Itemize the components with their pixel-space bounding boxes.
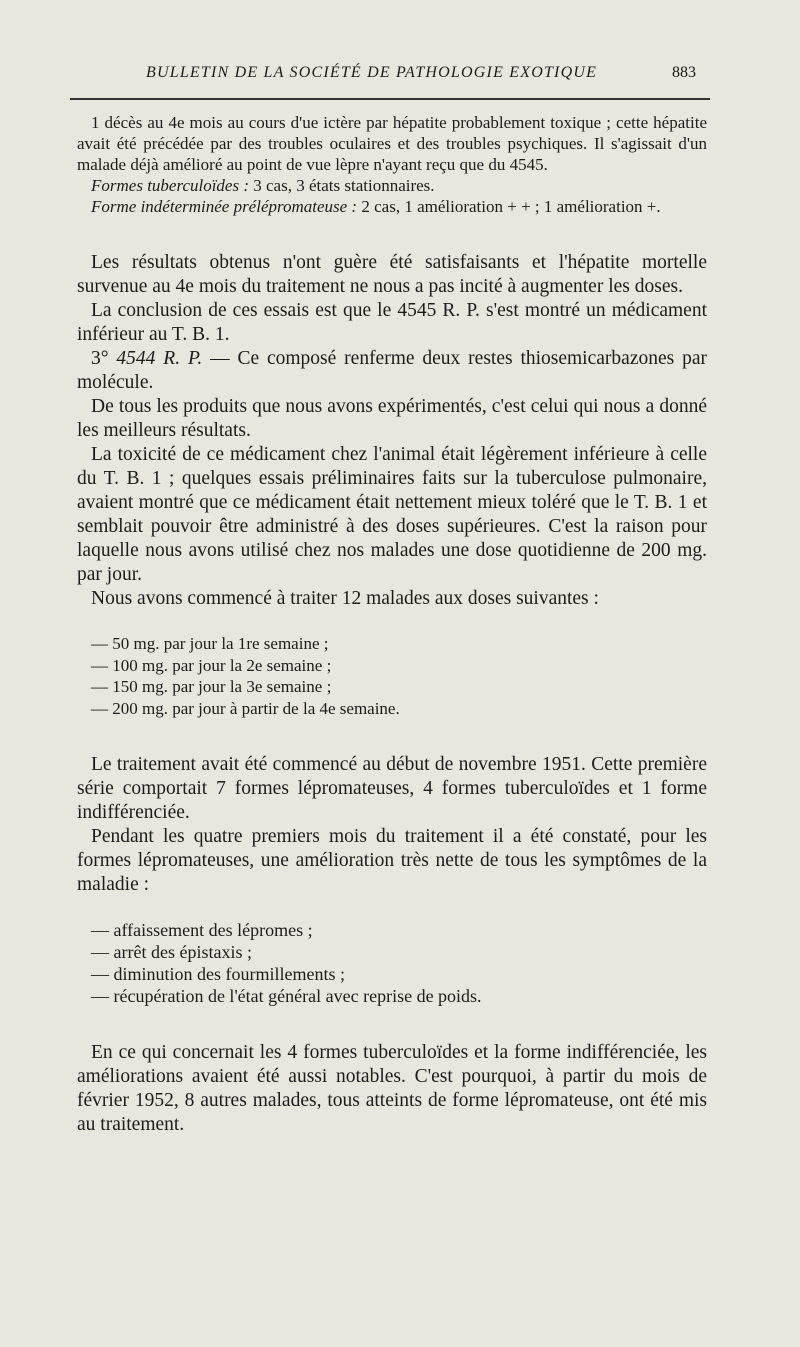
paragraph-toxicity: La toxicité de ce médicament chez l'animal était légèrement inférieure à celle du T. B. 1 ; quelques essais préliminaires faits sur la tuberculose pulmonaire, avaient montré que ce médicament était nettement mieux toléré que le T. B. 1 et semblait pouvoir être administré à des doses supérieures. C'est la raison pour laquelle nous avons utilisé chez nos malades une dose quotidienne de 200 mg. par jour.: [77, 444, 707, 585]
list-item: — 150 mg. par jour la 3e semaine ;: [91, 677, 332, 696]
hepatitis-note: 1 décès au 4e mois au cours d'ue ictère par hépatite probablement toxique ; cette hépatite avait été précédée par des troubles oculaires et des troubles psychiques. Il s'agissait d'un malade déjà amélioré au point de vue lèpre n'ayant reçu que du 4545.: [77, 113, 707, 174]
tuberculoid-forms-text: 3 cas, 3 états stationnaires.: [249, 176, 435, 195]
dose-list: [77, 633, 707, 719]
indeterminate-form-label: Forme indéterminée prélépromateuse :: [91, 197, 358, 216]
paragraph-section-heading: [77, 347, 707, 395]
list-item: — 100 mg. par jour la 2e semaine ;: [91, 655, 332, 675]
paragraph-conclusion: La conclusion de ces essais est que le 4545 R. P. s'est montré un médicament inférieur au T. B. 1.: [77, 300, 707, 345]
paragraph-treatment-start: Le traitement avait été commencé au début de novembre 1951. Cette première série comportait 7 formes lépromateuses, 4 formes tuberculoïdes et 1 forme indifférenciée.: [77, 754, 707, 823]
main-text: [77, 251, 707, 1137]
list-item: — 50 mg. par jour la 1re semaine ;: [91, 634, 329, 653]
list-item: — diminution des fourmillements ;: [91, 964, 345, 984]
section-text: — Ce composé renferme deux restes thiosemicarbazones par molécule.: [77, 348, 707, 393]
section-number: 3°: [91, 348, 117, 369]
list-item: — 200 mg. par jour à partir de la 4e semaine.: [91, 698, 400, 718]
symptom-list: [77, 919, 707, 1007]
page-header: [70, 58, 710, 100]
indeterminate-form-line: [77, 196, 707, 217]
tuberculoid-forms-label: Formes tuberculoïdes :: [91, 176, 250, 195]
tuberculoid-forms-line: [77, 175, 707, 196]
list-item: — arrêt des épistaxis ;: [91, 942, 252, 962]
section-title: 4544 R. P.: [116, 348, 203, 369]
page-number: 883: [672, 64, 696, 81]
small-print-block: [77, 112, 707, 217]
paragraph-doses-intro: Nous avons commencé à traiter 12 malades aux doses suivantes :: [91, 588, 599, 609]
paragraph-best-results: De tous les produits que nous avons expérimentés, c'est celui qui nous a donné les meilleurs résultats.: [77, 396, 707, 441]
paragraph-improvement: Pendant les quatre premiers mois du traitement il a été constaté, pour les formes lépromateuses, une amélioration très nette de tous les symptômes de la maladie :: [77, 826, 707, 895]
indeterminate-form-text: 2 cas, 1 amélioration + + ; 1 amélioration +.: [357, 197, 661, 216]
list-item: — affaissement des lépromes ;: [91, 920, 313, 940]
page-body: [77, 112, 707, 1137]
list-item: — récupération de l'état général avec reprise de poids.: [91, 986, 482, 1006]
paragraph-second-series: En ce qui concernait les 4 formes tuberculoïdes et la forme indifférenciée, les améliorations avaient été aussi notables. C'est pourquoi, à partir du mois de février 1952, 8 autres malades, tous atteints de forme lépromateuse, ont été mis au traitement.: [77, 1042, 707, 1135]
running-title: BULLETIN DE LA SOCIÉTÉ DE PATHOLOGIE EXOTIQUE: [146, 64, 598, 81]
paragraph-results: Les résultats obtenus n'ont guère été satisfaisants et l'hépatite mortelle survenue au 4e mois du traitement ne nous a pas incité à augmenter les doses.: [77, 252, 707, 297]
